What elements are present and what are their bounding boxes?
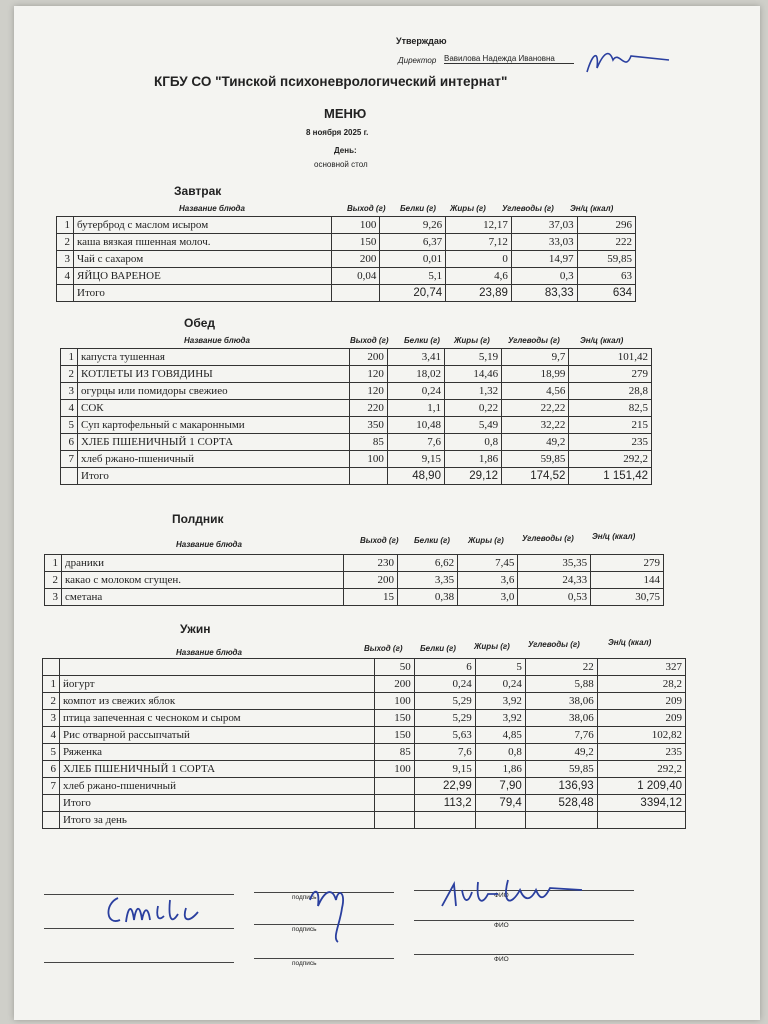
- table-cell: 33,03: [511, 234, 577, 251]
- table-row: [43, 676, 686, 693]
- table-cell: 6,37: [380, 234, 446, 251]
- table-cell: 296: [577, 217, 635, 234]
- table-cell: 3: [61, 383, 78, 400]
- table-cell: [414, 812, 475, 829]
- breakfast-table: [56, 216, 636, 302]
- table-cell: Рис отварной рассыпчатый: [60, 727, 375, 744]
- table-cell: 2: [61, 366, 78, 383]
- table-cell: [374, 778, 414, 795]
- table-cell: 83,33: [511, 285, 577, 302]
- table-cell: 7,45: [458, 555, 518, 572]
- table-row: [43, 744, 686, 761]
- table-cell: 5,29: [414, 710, 475, 727]
- col-prot: Белки (г): [404, 336, 440, 345]
- table-cell: 5,29: [414, 693, 475, 710]
- table-cell: [61, 468, 78, 485]
- table-cell: 3: [57, 251, 74, 268]
- table-cell: 100: [374, 761, 414, 778]
- col-kcal: Эн/ц (ккал): [580, 336, 624, 345]
- table-cell: 22: [525, 659, 597, 676]
- table-cell: 12,17: [446, 217, 512, 234]
- table-row: [61, 366, 652, 383]
- table-cell: 9,15: [414, 761, 475, 778]
- table-row: [61, 383, 652, 400]
- table-row: [57, 217, 636, 234]
- table-row: [45, 572, 664, 589]
- director-label: Директор: [398, 56, 437, 65]
- table-cell: Итого за день: [60, 812, 375, 829]
- col-out: Выход (г): [360, 536, 399, 545]
- table-cell: 20,74: [380, 285, 446, 302]
- col-carb: Углеводы (г): [508, 336, 560, 345]
- table-cell: 3,41: [387, 349, 444, 366]
- table-cell: 292,2: [569, 451, 652, 468]
- table-cell: 528,48: [525, 795, 597, 812]
- section-dinner: Ужин: [180, 622, 211, 636]
- table-cell: 222: [577, 234, 635, 251]
- table-cell: 5,1: [380, 268, 446, 285]
- handwritten-signature: [302, 878, 372, 948]
- table-cell: 120: [350, 366, 388, 383]
- table-cell: компот из свежих яблок: [60, 693, 375, 710]
- table-cell: Суп картофельный с макаронными: [78, 417, 350, 434]
- table-cell: 279: [569, 366, 652, 383]
- table-row: [57, 268, 636, 285]
- table-row: [61, 417, 652, 434]
- table-cell: 100: [350, 451, 388, 468]
- col-prot: Белки (г): [420, 644, 456, 653]
- table-row: [61, 400, 652, 417]
- table-cell: йогурт: [60, 676, 375, 693]
- table-cell: 5,49: [444, 417, 501, 434]
- table-cell: КОТЛЕТЫ ИЗ ГОВЯДИНЫ: [78, 366, 350, 383]
- total-row: [61, 468, 652, 485]
- table-cell: 150: [332, 234, 380, 251]
- table-cell: 200: [350, 349, 388, 366]
- signature-caption: подпись: [292, 926, 317, 933]
- table-cell: 18,99: [502, 366, 569, 383]
- table-row: [61, 451, 652, 468]
- table-cell: [43, 659, 60, 676]
- table-cell: 28,2: [597, 676, 685, 693]
- day-total-row: [43, 812, 686, 829]
- table-row: [43, 727, 686, 744]
- table-cell: 1 151,42: [569, 468, 652, 485]
- table-row: [45, 555, 664, 572]
- table-cell: 150: [374, 710, 414, 727]
- col-kcal: Эн/ц (ккал): [608, 638, 652, 647]
- approve-label: Утверждаю: [396, 36, 447, 46]
- col-fat: Жиры (г): [474, 642, 510, 651]
- table-cell: 144: [591, 572, 664, 589]
- fio-line: [414, 920, 634, 921]
- table-cell: 7,6: [387, 434, 444, 451]
- table-cell: 235: [569, 434, 652, 451]
- snack-table: [44, 554, 664, 606]
- table-cell: 120: [350, 383, 388, 400]
- table-cell: 1,32: [444, 383, 501, 400]
- table-cell: 4: [57, 268, 74, 285]
- table-cell: 63: [577, 268, 635, 285]
- table-cell: 22,99: [414, 778, 475, 795]
- table-cell: 85: [374, 744, 414, 761]
- table-cell: 79,4: [475, 795, 525, 812]
- table-cell: [475, 812, 525, 829]
- col-prot: Белки (г): [414, 536, 450, 545]
- table-cell: 24,33: [518, 572, 591, 589]
- director-signature: [579, 42, 674, 82]
- table-cell: 230: [344, 555, 398, 572]
- table-cell: 7,12: [446, 234, 512, 251]
- table-cell: 32,22: [502, 417, 569, 434]
- table-cell: [597, 812, 685, 829]
- lunch-table: [60, 348, 652, 485]
- table-cell: 7: [61, 451, 78, 468]
- table-cell: 9,15: [387, 451, 444, 468]
- table-cell: 3,6: [458, 572, 518, 589]
- table-cell: 3,0: [458, 589, 518, 606]
- col-out: Выход (г): [347, 204, 386, 213]
- table-cell: 350: [350, 417, 388, 434]
- table-cell: 7,90: [475, 778, 525, 795]
- table-cell: ЯЙЦО ВАРЕНОЕ: [74, 268, 332, 285]
- table-cell: [525, 812, 597, 829]
- table-cell: 2: [57, 234, 74, 251]
- table-cell: [43, 812, 60, 829]
- table-cell: 2: [45, 572, 62, 589]
- table-cell: 209: [597, 693, 685, 710]
- fio-caption: ФИО: [494, 892, 509, 899]
- table-cell: 634: [577, 285, 635, 302]
- table-cell: 9,7: [502, 349, 569, 366]
- table-cell: 6: [61, 434, 78, 451]
- table-cell: 5,19: [444, 349, 501, 366]
- day-label: День:: [334, 146, 357, 155]
- table-cell: хлеб ржано-пшеничный: [78, 451, 350, 468]
- table-cell: 7,6: [414, 744, 475, 761]
- table-cell: 3394,12: [597, 795, 685, 812]
- signature-caption: подпись: [292, 894, 317, 901]
- table-row: [45, 589, 664, 606]
- col-out: Выход (г): [364, 644, 403, 653]
- table-cell: [350, 468, 388, 485]
- table-cell: 3: [43, 710, 60, 727]
- table-cell: 150: [374, 727, 414, 744]
- col-fat: Жиры (г): [450, 204, 486, 213]
- dinner-table: [42, 658, 686, 829]
- handwritten-signature: [432, 866, 602, 916]
- table-cell: 48,90: [387, 468, 444, 485]
- col-name: Название блюда: [176, 648, 242, 657]
- total-row: [57, 285, 636, 302]
- table-cell: 100: [332, 217, 380, 234]
- table-cell: 59,85: [577, 251, 635, 268]
- table-cell: [43, 795, 60, 812]
- table-cell: 30,75: [591, 589, 664, 606]
- table-row: [57, 251, 636, 268]
- table-cell: 0: [446, 251, 512, 268]
- table-cell: 7: [43, 778, 60, 795]
- table-cell: 220: [350, 400, 388, 417]
- table-cell: 200: [374, 676, 414, 693]
- table-cell: 0,38: [397, 589, 457, 606]
- table-cell: огурцы или помидоры свежиео: [78, 383, 350, 400]
- table-row: [61, 349, 652, 366]
- table-cell: 14,46: [444, 366, 501, 383]
- table-cell: Ряженка: [60, 744, 375, 761]
- table-cell: 49,2: [502, 434, 569, 451]
- table-cell: 5: [61, 417, 78, 434]
- table-cell: 59,85: [502, 451, 569, 468]
- table-cell: 6,62: [397, 555, 457, 572]
- table-cell: 136,93: [525, 778, 597, 795]
- fio-line: [414, 954, 634, 955]
- signature-line: [254, 958, 394, 959]
- col-kcal: Эн/ц (ккал): [592, 532, 636, 541]
- table-cell: 22,22: [502, 400, 569, 417]
- menu-date: 8 ноября 2025 г.: [306, 128, 369, 137]
- table-cell: Чай с сахаром: [74, 251, 332, 268]
- table-cell: 0,53: [518, 589, 591, 606]
- table-cell: 0,8: [475, 744, 525, 761]
- table-cell: 215: [569, 417, 652, 434]
- table-cell: 0,3: [511, 268, 577, 285]
- table-cell: 23,89: [446, 285, 512, 302]
- col-name: Название блюда: [176, 540, 242, 549]
- table-cell: 327: [597, 659, 685, 676]
- table-row: [43, 710, 686, 727]
- col-prot: Белки (г): [400, 204, 436, 213]
- table-cell: [332, 285, 380, 302]
- table-cell: [374, 812, 414, 829]
- table-cell: 0,01: [380, 251, 446, 268]
- table-cell: 292,2: [597, 761, 685, 778]
- table-cell: хлеб ржано-пшеничный: [60, 778, 375, 795]
- table-row: [43, 659, 686, 676]
- table-cell: 38,06: [525, 693, 597, 710]
- table-cell: 113,2: [414, 795, 475, 812]
- table-cell: 85: [350, 434, 388, 451]
- section-lunch: Обед: [184, 316, 216, 330]
- table-cell: 6: [43, 761, 60, 778]
- table-type: основной стол: [314, 160, 368, 169]
- table-cell: 35,35: [518, 555, 591, 572]
- table-cell: 29,12: [444, 468, 501, 485]
- table-cell: СОК: [78, 400, 350, 417]
- table-cell: 49,2: [525, 744, 597, 761]
- fio-caption: ФИО: [494, 956, 509, 963]
- table-row: [57, 234, 636, 251]
- organization-title: КГБУ СО "Тинской психоневрологический интернат": [154, 74, 508, 89]
- signature-caption: подпись: [292, 960, 317, 967]
- table-cell: 0,24: [475, 676, 525, 693]
- table-cell: 37,03: [511, 217, 577, 234]
- table-cell: 0,24: [387, 383, 444, 400]
- table-cell: 15: [344, 589, 398, 606]
- table-cell: 82,5: [569, 400, 652, 417]
- table-cell: 1: [57, 217, 74, 234]
- table-cell: 18,02: [387, 366, 444, 383]
- table-cell: ХЛЕБ ПШЕНИЧНЫЙ 1 СОРТА: [78, 434, 350, 451]
- table-cell: 0,24: [414, 676, 475, 693]
- table-cell: 2: [43, 693, 60, 710]
- table-cell: какао с молоком сгущен.: [62, 572, 344, 589]
- table-cell: [57, 285, 74, 302]
- table-cell: 100: [374, 693, 414, 710]
- col-out: Выход (г): [350, 336, 389, 345]
- table-cell: Итого: [60, 795, 375, 812]
- table-cell: 1 209,40: [597, 778, 685, 795]
- table-cell: 0,8: [444, 434, 501, 451]
- table-cell: 6: [414, 659, 475, 676]
- col-name: Название блюда: [184, 336, 250, 345]
- table-cell: 1: [61, 349, 78, 366]
- table-cell: 5: [475, 659, 525, 676]
- table-cell: 209: [597, 710, 685, 727]
- fio-caption: ФИО: [494, 922, 509, 929]
- table-cell: 3,92: [475, 710, 525, 727]
- table-cell: Итого: [78, 468, 350, 485]
- table-cell: 5,88: [525, 676, 597, 693]
- table-row: [43, 693, 686, 710]
- col-kcal: Эн/ц (ккал): [570, 204, 614, 213]
- table-cell: [374, 795, 414, 812]
- col-carb: Углеводы (г): [528, 640, 580, 649]
- table-row: [43, 761, 686, 778]
- col-carb: Углеводы (г): [502, 204, 554, 213]
- table-cell: 200: [332, 251, 380, 268]
- table-cell: 59,85: [525, 761, 597, 778]
- table-cell: 279: [591, 555, 664, 572]
- table-cell: ХЛЕБ ПШЕНИЧНЫЙ 1 СОРТА: [60, 761, 375, 778]
- table-row: [61, 434, 652, 451]
- table-cell: 0,04: [332, 268, 380, 285]
- table-cell: 174,52: [502, 468, 569, 485]
- signature-line: [44, 962, 234, 963]
- col-fat: Жиры (г): [454, 336, 490, 345]
- table-cell: Итого: [74, 285, 332, 302]
- menu-title: МЕНЮ: [324, 106, 367, 121]
- table-cell: каша вязкая пшенная молоч.: [74, 234, 332, 251]
- table-cell: 50: [374, 659, 414, 676]
- table-cell: птица запеченная с чесноком и сыром: [60, 710, 375, 727]
- table-cell: 9,26: [380, 217, 446, 234]
- table-cell: 3,92: [475, 693, 525, 710]
- table-cell: 14,97: [511, 251, 577, 268]
- table-cell: 4,56: [502, 383, 569, 400]
- table-cell: 200: [344, 572, 398, 589]
- handwritten-signature: [98, 886, 218, 936]
- table-cell: 0,22: [444, 400, 501, 417]
- col-name: Название блюда: [179, 204, 245, 213]
- table-cell: 1,86: [475, 761, 525, 778]
- table-cell: капуста тушенная: [78, 349, 350, 366]
- table-cell: бутерброд с маслом исыром: [74, 217, 332, 234]
- table-cell: 10,48: [387, 417, 444, 434]
- table-cell: 38,06: [525, 710, 597, 727]
- table-cell: 1: [45, 555, 62, 572]
- table-cell: 5: [43, 744, 60, 761]
- table-cell: 101,42: [569, 349, 652, 366]
- table-cell: 235: [597, 744, 685, 761]
- table-cell: 1,1: [387, 400, 444, 417]
- table-cell: 4,6: [446, 268, 512, 285]
- document-sheet: [14, 6, 760, 1020]
- table-cell: 102,82: [597, 727, 685, 744]
- table-cell: 28,8: [569, 383, 652, 400]
- section-snack: Полдник: [172, 512, 224, 526]
- col-fat: Жиры (г): [468, 536, 504, 545]
- table-cell: 3: [45, 589, 62, 606]
- table-cell: 1,86: [444, 451, 501, 468]
- table-cell: 3,35: [397, 572, 457, 589]
- table-cell: 7,76: [525, 727, 597, 744]
- table-cell: 4: [61, 400, 78, 417]
- total-row: [43, 795, 686, 812]
- director-name: Вавилова Надежда Ивановна: [444, 54, 574, 64]
- table-cell: сметана: [62, 589, 344, 606]
- table-cell: [60, 659, 375, 676]
- section-breakfast: Завтрак: [174, 184, 222, 198]
- table-cell: 1: [43, 676, 60, 693]
- table-cell: 4,85: [475, 727, 525, 744]
- table-row: [43, 778, 686, 795]
- table-cell: драники: [62, 555, 344, 572]
- table-cell: 4: [43, 727, 60, 744]
- col-carb: Углеводы (г): [522, 534, 574, 543]
- table-cell: 5,63: [414, 727, 475, 744]
